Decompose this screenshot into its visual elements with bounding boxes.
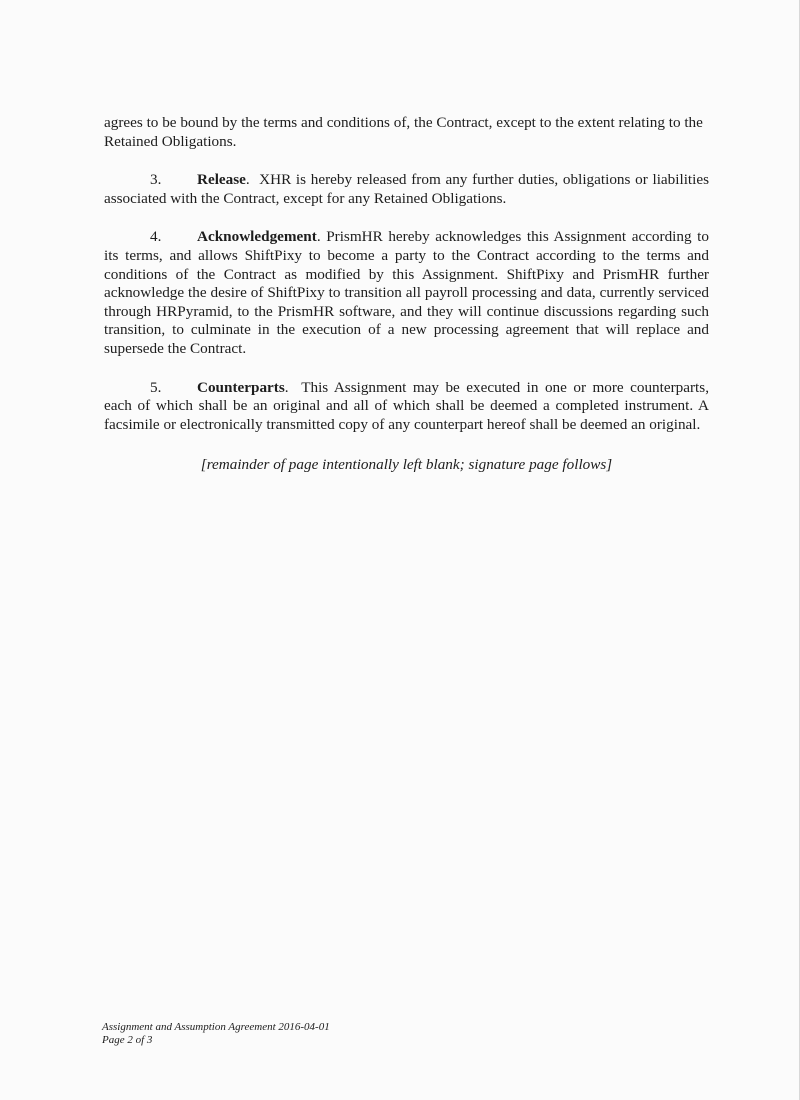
footer-page-number: Page 2 of 3 [102,1034,153,1046]
section-4-heading: Acknowledgement [197,228,317,246]
section-3-release: 3. Release. XHR is hereby released from any further duties, obligations or liabilities associated with the Contract, except for any Retained Obligations. [104,171,710,207]
section-5-number: 5. [150,378,162,396]
section-4-text: PrismHR hereby acknowledges this Assignment according to its terms, and allows ShiftPixy to become a party to the Contract according to the terms and conditions of the Contract as modified by this Assignment. ShiftPixy and PrismHR further acknowledge the desire of ShiftPixy to transition all payroll processing and data, currently serviced through HRPyramid, to the PrismHR software, and they will continue discussions regarding such transition, to culminate in the execution of a new processing agreement that will replace and supersede the Contract. [104,228,709,357]
section-4-number: 4. [150,228,162,246]
footer-document-title: Assignment and Assumption Agreement 2016-04-01 [102,1021,330,1033]
section-3-text: XHR is hereby released from any further duties, obligations or liabilities associated with the Contract, except for any Retained Obligations. [104,171,710,207]
section-4-acknowledgement: 4. Acknowledgement. PrismHR hereby acknowledges this Assignment according to its terms, and allows ShiftPixy to become a party to the Contract according to the terms and conditions of the Contract as modified by this Assignment. ShiftPixy and PrismHR further acknowledge the desire of ShiftPixy to transition all payroll processing and data, currently serviced through HRPyramid, to the PrismHR software, and they will continue discussions regarding such transition, to culminate in the execution of a new processing agreement that will replace and supersede the Contract. [104,228,709,357]
section-3-number: 3. [150,171,162,189]
continuation-text: agrees to be bound by the terms and conditions of, the Contract, except to the extent relating to the Retained Obligations. [104,114,703,150]
document-body [104,114,709,495]
continuation-paragraph [104,114,709,151]
page-footer [102,1021,330,1047]
section-5-heading: Counterparts [197,378,285,396]
section-5-text: This Assignment may be executed in one or more counterparts, each of which shall be an original and all of which shall be deemed a completed instrument. A facsimile or electronically transmitted copy of any counterpart hereof shall be deemed an original. [104,378,709,433]
section-5-counterparts: 5. Counterparts. This Assignment may be executed in one or more counterparts, each of which shall be an original and all of which shall be deemed a completed instrument. A facsimile or electronically transmitted copy of any counterpart hereof shall be deemed an original. [104,378,709,433]
remainder-note: [remainder of page intentionally left blank; signature page follows] [200,456,613,474]
section-3-heading: Release [197,171,246,189]
